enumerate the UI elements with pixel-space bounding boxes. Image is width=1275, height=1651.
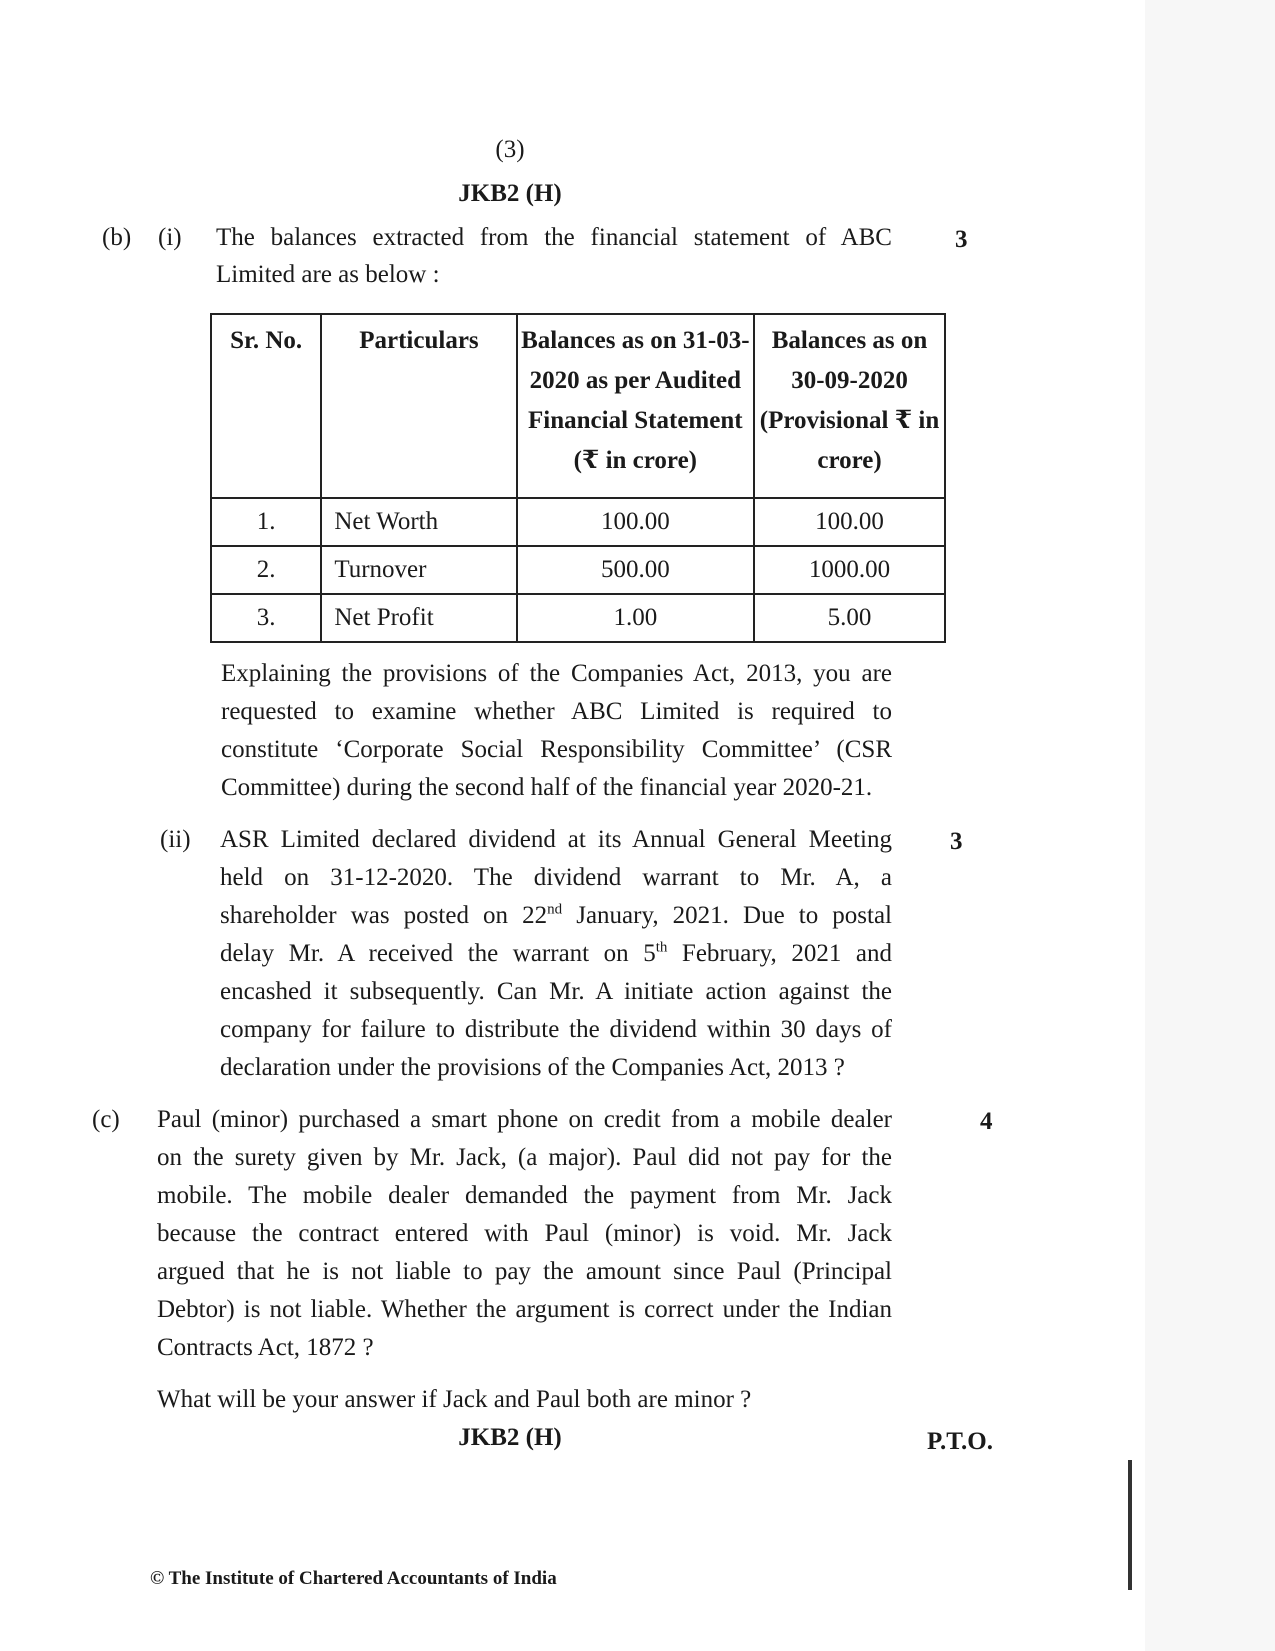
part-ii-line: encashed it subsequently. Can Mr. A initiate action against the bbox=[220, 978, 892, 1005]
question-c-line: Contracts Act, 1872 ? bbox=[157, 1334, 374, 1361]
part-ii-line: ASR Limited declared dividend at its Annual General Meeting bbox=[220, 826, 892, 853]
question-c-line: because the contract entered with Paul (minor) is void. Mr. Jack bbox=[157, 1220, 892, 1247]
question-c-label: (c) bbox=[92, 1106, 120, 1133]
paragraph-line: requested to examine whether ABC Limited is required to bbox=[221, 698, 892, 725]
question-c-line: Paul (minor) purchased a smart phone on credit from a mobile dealer bbox=[157, 1106, 892, 1133]
row-balance-a: 500.00 bbox=[517, 546, 755, 594]
page-number: (3) bbox=[495, 136, 525, 163]
row-sr: 3. bbox=[211, 594, 321, 642]
row-balance-a: 100.00 bbox=[517, 498, 755, 546]
row-balance-b: 5.00 bbox=[754, 594, 945, 642]
header-balance-2020-09: Balances as on 30-09-2020 (Provisional ₹ in crore) bbox=[754, 314, 945, 498]
paragraph-line: constitute ‘Corporate Social Responsibility Committee’ (CSR bbox=[221, 736, 892, 763]
part-i-label: (i) bbox=[158, 224, 182, 251]
footer-code: JKB2 (H) bbox=[458, 1424, 562, 1451]
table-header-row bbox=[211, 314, 945, 498]
table-row bbox=[211, 498, 945, 546]
part-ii-line bbox=[220, 897, 892, 935]
question-c-line: mobile. The mobile dealer demanded the payment from Mr. Jack bbox=[157, 1182, 892, 1209]
row-particulars: Net Worth bbox=[321, 498, 516, 546]
question-c-followup: What will be your answer if Jack and Paul both are minor ? bbox=[157, 1386, 752, 1413]
row-balance-a: 1.00 bbox=[517, 594, 755, 642]
copyright: © The Institute of Chartered Accountants of India bbox=[150, 1568, 557, 1589]
superscript: th bbox=[655, 939, 668, 956]
text-segment: January, 2021. Due to postal bbox=[562, 902, 893, 929]
scan-margin-bar bbox=[1128, 1460, 1132, 1590]
question-b-label: (b) bbox=[102, 224, 132, 251]
part-ii-line: company for failure to distribute the dividend within 30 days of bbox=[220, 1016, 892, 1043]
row-particulars: Net Profit bbox=[321, 594, 516, 642]
row-sr: 1. bbox=[211, 498, 321, 546]
question-c-line: Debtor) is not liable. Whether the argument is correct under the Indian bbox=[157, 1296, 892, 1323]
question-c-line: argued that he is not liable to pay the amount since Paul (Principal bbox=[157, 1258, 892, 1285]
text-segment: February, 2021 and bbox=[667, 940, 892, 967]
balances-table bbox=[210, 313, 946, 643]
header-sr-no: Sr. No. bbox=[211, 314, 321, 498]
marks-b-i: 3 bbox=[955, 226, 968, 253]
marks-c: 4 bbox=[980, 1108, 993, 1135]
pto-label: P.T.O. bbox=[927, 1428, 993, 1455]
header-code: JKB2 (H) bbox=[458, 180, 562, 207]
table-row bbox=[211, 546, 945, 594]
question-c-line: on the surety given by Mr. Jack, (a major). Paul did not pay for the bbox=[157, 1144, 892, 1171]
text-segment: delay Mr. A received the warrant on 5 bbox=[220, 940, 656, 967]
part-ii-label: (ii) bbox=[160, 826, 191, 853]
row-particulars: Turnover bbox=[321, 546, 516, 594]
row-balance-b: 1000.00 bbox=[754, 546, 945, 594]
table-row bbox=[211, 594, 945, 642]
row-sr: 2. bbox=[211, 546, 321, 594]
scan-edge bbox=[1145, 0, 1275, 1651]
part-ii-line: declaration under the provisions of the Companies Act, 2013 ? bbox=[220, 1054, 845, 1081]
text-segment: shareholder was posted on 22 bbox=[220, 902, 548, 929]
part-ii-line bbox=[220, 935, 892, 973]
header-balance-2020-03: Balances as on 31-03-2020 as per Audited Financial Statement (₹ in crore) bbox=[517, 314, 755, 498]
row-balance-b: 100.00 bbox=[754, 498, 945, 546]
paragraph-line: Committee) during the second half of the financial year 2020-21. bbox=[221, 774, 873, 801]
header-particulars: Particulars bbox=[321, 314, 516, 498]
superscript: nd bbox=[547, 901, 563, 918]
marks-b-ii: 3 bbox=[950, 828, 963, 855]
part-i-line: The balances extracted from the financial statement of ABC bbox=[216, 224, 892, 251]
part-i-line: Limited are as below : bbox=[216, 261, 440, 288]
paragraph-line: Explaining the provisions of the Companies Act, 2013, you are bbox=[221, 660, 892, 687]
part-ii-line: held on 31-12-2020. The dividend warrant to Mr. A, a bbox=[220, 864, 892, 891]
